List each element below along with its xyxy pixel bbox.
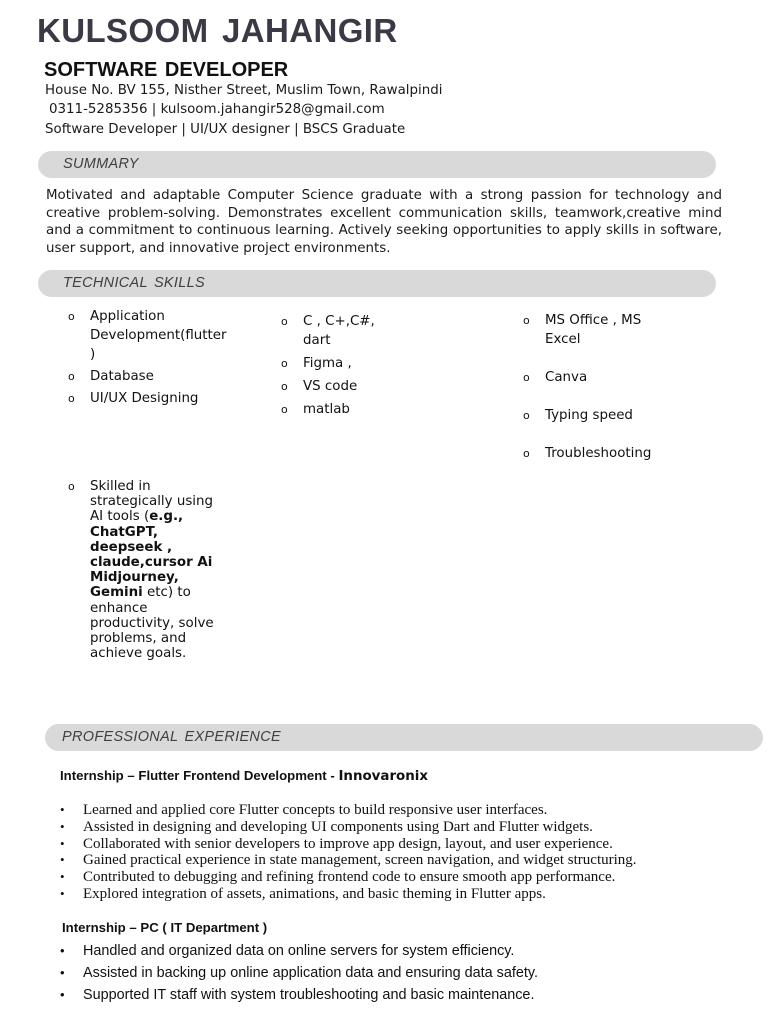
bullet-icon: • [60, 869, 65, 885]
skills-column-2 [281, 312, 401, 423]
duty-item: • Collaborated with senior developers to improve app design, layout, and user experience. [60, 835, 613, 852]
skills-heading: TECHNICAL SKILLS [63, 275, 205, 291]
skill-item: o VS code [281, 379, 358, 394]
duty-item: • Assisted in designing and developing UI components using Dart and Flutter widgets. [60, 818, 593, 835]
ai-tools-list: e.g., ChatGPT, deepseek , claude,cursor Ai Midjourney, Gemini [90, 509, 213, 601]
bullet-icon: o [523, 371, 530, 384]
skill-item: o MS Office , MS Excel [523, 313, 642, 347]
flutter-duties-list [60, 802, 637, 903]
skill-item: o Troubleshooting [523, 446, 652, 461]
duty-item: • Assisted in backing up online application data and ensuring data safety. [60, 962, 538, 984]
job-title: SOFTWARE DEVELOPER [44, 59, 289, 81]
it-duties-list [60, 940, 538, 1006]
experience-header-band [45, 724, 763, 751]
bullet-icon: o [281, 380, 288, 393]
bullet-icon: o [281, 315, 288, 328]
bullet-icon: • [60, 835, 65, 851]
bullet-icon: • [60, 852, 65, 868]
skill-item: o C , C+,C#, dart [281, 314, 375, 348]
bullet-icon: o [68, 392, 75, 405]
company-name: Innovaronix [338, 769, 429, 784]
ai-skills-list [68, 479, 228, 661]
duty-item: • Explored integration of assets, animations, and basic theming in Flutter apps. [60, 885, 546, 902]
summary-heading: SUMMARY [63, 156, 139, 172]
bullet-icon: o [281, 403, 288, 416]
bullet-icon: o [68, 310, 75, 323]
duty-item: • Learned and applied core Flutter concepts to build responsive user interfaces. [60, 802, 548, 818]
skills-column-3 [523, 311, 673, 482]
ai-skill-tail: etc) to enhance productivity, solve problems, and achieve goals. [90, 585, 214, 662]
skill-item: o Canva [523, 370, 588, 385]
applicant-name: KULSOOM JAHANGIR [37, 12, 398, 49]
duty-item: • Contributed to debugging and refining frontend code to ensure smooth app performance. [60, 869, 616, 886]
bullet-icon: • [60, 818, 65, 834]
tagline: Software Developer | UI/UX designer | BSCS Graduate [45, 122, 406, 137]
bullet-icon: • [60, 802, 65, 817]
job-title-flutter: Internship – Flutter Frontend Development - Innovaronix [60, 768, 429, 784]
bullet-icon: o [68, 480, 75, 493]
ai-skill-item [68, 479, 228, 661]
bullet-icon: • [60, 965, 65, 980]
experience-heading: PROFESSIONAL EXPERIENCE [62, 729, 281, 745]
bullet-icon: o [281, 357, 288, 370]
bullet-icon: o [523, 409, 530, 422]
ai-skill-lead: Skilled in strategically using AI tools ( [90, 479, 214, 525]
skill-item: o matlab [281, 402, 350, 417]
address-line: House No. BV 155, Nisther Street, Muslim Town, Rawalpindi [45, 83, 443, 98]
bullet-icon: o [68, 370, 75, 383]
job-title-it: Internship – PC ( IT Department ) [62, 920, 268, 935]
duty-item: • Supported IT staff with system troubleshooting and basic maintenance. [60, 984, 538, 1006]
summary-header-band [38, 151, 716, 178]
skill-item: o UI/UX Designing [68, 391, 199, 406]
skills-header-band [38, 270, 716, 297]
skill-item: o Figma , [281, 356, 352, 371]
summary-text: Motivated and adaptable Computer Science graduate with a strong passion for technology and creative problem-solving. Demonstrates excellent communication skills, teamwork,creative mind and a commitment to continuous learning. Actively seeking opportunities to apply skills in software, user support, and innovative project environments. [46, 188, 722, 256]
bullet-icon: • [60, 987, 65, 1002]
contact-line: 0311-5285356 | kulsoom.jahangir528@gmail.com [49, 102, 385, 117]
skill-item: o Application Development(flutter ) [68, 309, 227, 362]
bullet-icon: • [60, 885, 65, 901]
bullet-icon: • [60, 943, 65, 958]
skill-item: o Typing speed [523, 408, 633, 423]
skills-column-1 [68, 307, 227, 411]
duty-item: • Gained practical experience in state management, screen navigation, and widget structuring. [60, 852, 637, 869]
bullet-icon: o [523, 314, 530, 327]
bullet-icon: o [523, 447, 530, 460]
skill-item: o Database [68, 369, 154, 384]
duty-item: • Handled and organized data on online servers for system efficiency. [60, 940, 538, 962]
